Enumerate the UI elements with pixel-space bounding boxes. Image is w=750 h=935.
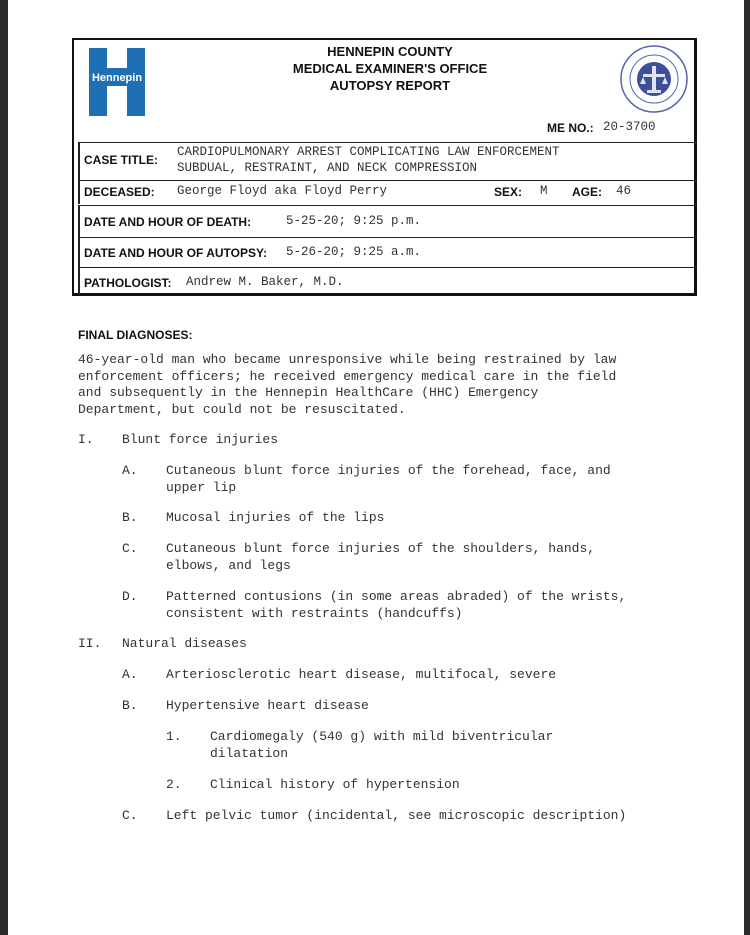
intro-line: enforcement officers; he received emergency medical care in the field xyxy=(78,368,617,384)
sex-label: SEX: xyxy=(494,185,523,199)
pathologist-value: Andrew M. Baker, M.D. xyxy=(186,275,344,289)
age-label: AGE: xyxy=(572,185,602,199)
item-line: upper lip xyxy=(166,479,237,495)
age-value: 46 xyxy=(616,184,632,198)
diagnosis-subitem xyxy=(210,729,553,762)
diagnosis-subitem: Clinical history of hypertension xyxy=(210,777,460,792)
case-title-label: CASE TITLE: xyxy=(84,153,158,167)
section-2-number: II. xyxy=(78,636,102,651)
me-no-label: ME NO.: xyxy=(547,121,594,135)
left-rule xyxy=(78,142,80,180)
diagnosis-item xyxy=(166,589,626,622)
section-1-number: I. xyxy=(78,432,94,447)
diagnosis-item: Arteriosclerotic heart disease, multifocal, severe xyxy=(166,667,557,682)
report-title xyxy=(260,43,520,94)
diagnosis-item: Mucosal injuries of the lips xyxy=(166,510,385,525)
death-value: 5-25-20; 9:25 p.m. xyxy=(286,214,422,228)
deceased-label: DECEASED: xyxy=(84,185,155,199)
intro-line: Department, but could not be resuscitated. xyxy=(78,401,406,417)
section-1-title: Blunt force injuries xyxy=(122,432,279,447)
divider xyxy=(78,205,697,206)
intro-line: 46-year-old man who became unresponsive while being restrained by law xyxy=(78,352,617,367)
item-marker: B. xyxy=(122,510,138,525)
section-2-title: Natural diseases xyxy=(122,636,247,651)
item-line: Cutaneous blunt force injuries of the shoulders, hands, xyxy=(166,541,596,556)
left-rule xyxy=(78,180,80,204)
case-title-line-2: SUBDUAL, RESTRAINT, AND NECK COMPRESSION xyxy=(177,161,478,175)
diagnosis-item: Hypertensive heart disease xyxy=(166,698,369,713)
left-rule xyxy=(78,205,80,237)
final-diagnoses-heading: FINAL DIAGNOSES: xyxy=(78,328,193,342)
item-marker: A. xyxy=(122,667,138,682)
subitem-marker: 1. xyxy=(166,729,182,744)
title-line-2: MEDICAL EXAMINER'S OFFICE xyxy=(292,61,488,76)
left-rule xyxy=(78,267,80,295)
autopsy-value: 5-26-20; 9:25 a.m. xyxy=(286,245,422,259)
autopsy-label: DATE AND HOUR OF AUTOPSY: xyxy=(84,246,268,260)
divider xyxy=(78,180,697,181)
diagnosis-item xyxy=(166,541,595,574)
item-line: Cardiomegaly (540 g) with mild biventricular xyxy=(210,729,554,744)
item-marker: A. xyxy=(122,463,138,478)
divider xyxy=(78,237,697,238)
item-line: consistent with restraints (handcuffs) xyxy=(166,605,463,621)
subitem-marker: 2. xyxy=(166,777,182,792)
item-marker: B. xyxy=(122,698,138,713)
left-rule xyxy=(78,237,80,267)
diagnosis-item: Left pelvic tumor (incidental, see microscopic description) xyxy=(166,808,627,823)
diagnoses-intro xyxy=(78,352,616,418)
title-line-3: AUTOPSY REPORT xyxy=(329,78,451,93)
item-marker: D. xyxy=(122,589,138,604)
case-title-line-1: CARDIOPULMONARY ARREST COMPLICATING LAW ENFORCEMENT xyxy=(177,145,560,159)
me-no-value: 20-3700 xyxy=(603,120,656,134)
divider xyxy=(78,267,697,268)
sex-value: M xyxy=(540,184,548,198)
logo-text: Hennepin xyxy=(91,72,143,84)
hennepin-logo xyxy=(81,46,153,118)
divider xyxy=(78,142,697,143)
item-line: Patterned contusions (in some areas abraded) of the wrists, xyxy=(166,589,627,604)
item-line: elbows, and legs xyxy=(166,557,291,573)
deceased-value: George Floyd aka Floyd Perry xyxy=(177,184,388,198)
intro-line: and subsequently in the Hennepin HealthCare (HHC) Emergency xyxy=(78,385,539,400)
item-marker: C. xyxy=(122,808,138,823)
item-line: Cutaneous blunt force injuries of the forehead, face, and xyxy=(166,463,611,478)
association-seal xyxy=(619,44,689,114)
item-line: dilatation xyxy=(210,745,289,761)
diagnosis-item xyxy=(166,463,611,496)
item-marker: C. xyxy=(122,541,138,556)
title-line-1: HENNEPIN COUNTY xyxy=(327,44,453,59)
death-label: DATE AND HOUR OF DEATH: xyxy=(84,215,252,229)
pathologist-label: PATHOLOGIST: xyxy=(84,276,172,290)
